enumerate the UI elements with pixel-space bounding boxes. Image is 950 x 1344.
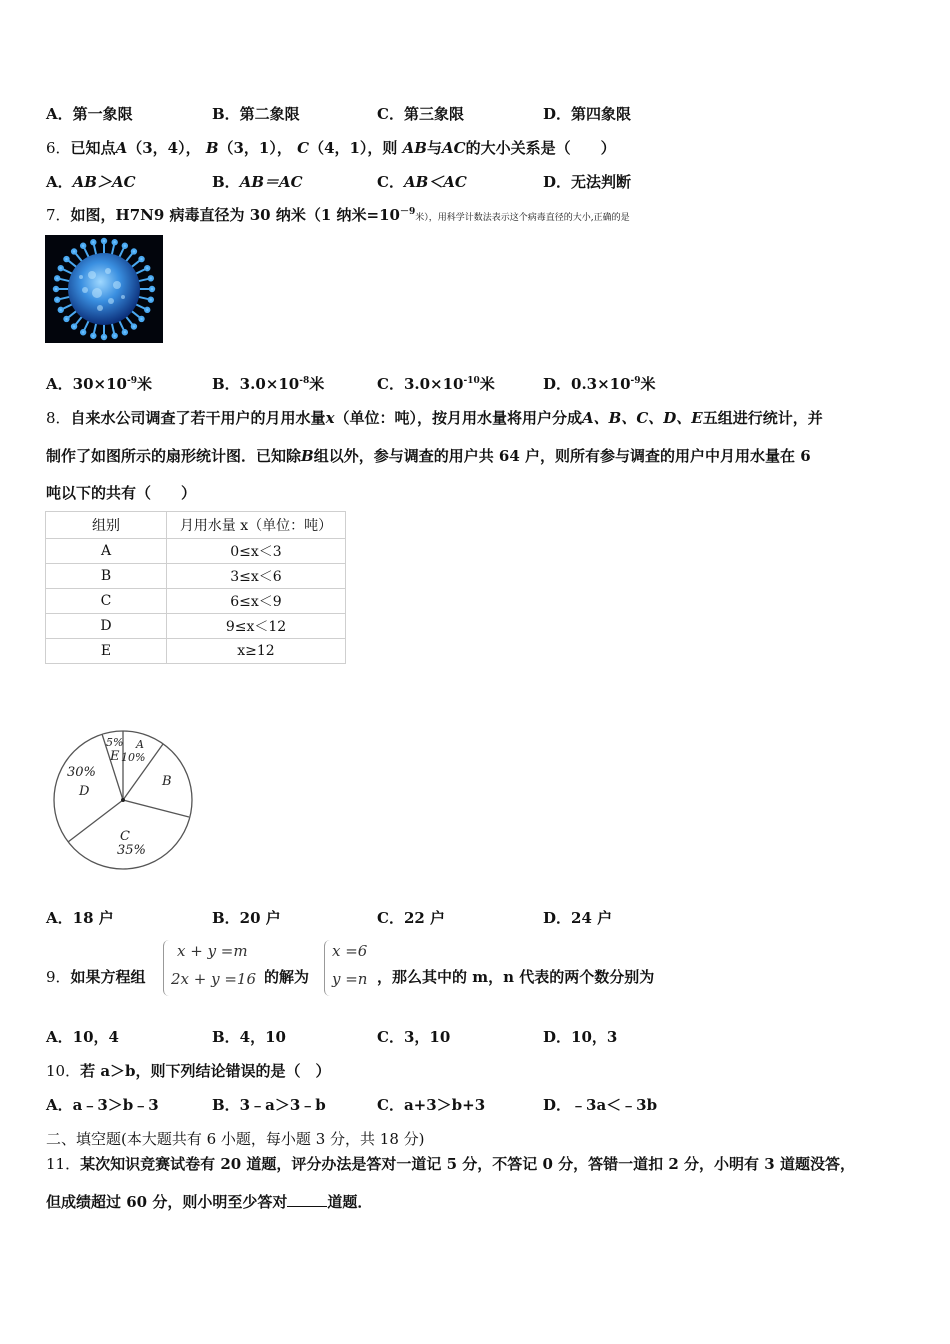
q6-options [46, 171, 906, 193]
q10-question [46, 1060, 331, 1081]
table-cell: D [46, 614, 167, 639]
q9-text-pre: 如果方程组 [70, 968, 146, 986]
q7-option-b[interactable]: B．$3.0\times 10^{-8}$米 [212, 375, 325, 393]
q9-solution-system [324, 940, 384, 996]
q8-text-2b: 组以外，参与调查的用户共 64 户，则所有参与调查的用户中月用水量在 6 [313, 447, 811, 465]
q6-text-tail: 的大小关系是（ ） [465, 139, 616, 157]
virus-spike-tip [54, 287, 58, 291]
virus-spike-tip [149, 297, 153, 301]
table-cell: E [46, 639, 167, 664]
table-row [46, 539, 346, 564]
q7-option-a[interactable]: A．$30\times 10^{-9}$米 [46, 375, 152, 393]
table-header-usage: 月用水量 x（单位：吨） [167, 512, 346, 539]
virus-spike-tip [81, 330, 85, 334]
q9-option-c[interactable]: C．3，10 [377, 1028, 451, 1046]
table-cell: 9≤x＜12 [167, 614, 346, 639]
q10-number: 10． [46, 1062, 81, 1080]
table-row [46, 564, 346, 589]
q8-option-d[interactable]: D．24 户 [543, 909, 613, 927]
q11-text-1: 某次知识竞赛试卷有 20 道题，评分办法是答对一道记 5 分，不答记 0 分，答错一道扣 2 分，小明有 3 道题没答， [80, 1155, 855, 1173]
q10-option-b[interactable]: B．3﹣a＞3﹣b [212, 1096, 326, 1114]
q7-option-c[interactable]: C．$3.0\times 10^{-10}$米 [377, 375, 495, 393]
table-cell: 3≤x＜6 [167, 564, 346, 589]
q9-equation-2: 2x + y =16 [171, 970, 257, 988]
q9-option-d[interactable]: D．10，3 [543, 1028, 618, 1046]
virus-spike-tip [55, 297, 59, 301]
virus-spike-tip [64, 317, 68, 321]
q5-options [46, 103, 906, 125]
virus-spike-tip [112, 240, 116, 244]
q5-option-a[interactable]: A．第一象限 [46, 105, 133, 123]
q10-option-d[interactable]: D．﹣3a＜﹣3b [543, 1096, 658, 1114]
pie-label-e: E [110, 749, 120, 764]
q10-text: 若 a＞b，则下列结论错误的是（ ） [80, 1062, 331, 1080]
virus-spike-tip [139, 257, 143, 261]
virus-spike-tip [132, 324, 136, 328]
table-cell: C [46, 589, 167, 614]
pie-chart [48, 728, 198, 874]
virus-image [45, 235, 163, 343]
pie-label-b: B [162, 774, 172, 789]
virus-spike-tip [112, 334, 116, 338]
q10-option-c[interactable]: C．a+3＞b+3 [377, 1096, 486, 1114]
pie-boundary-b-c [123, 800, 189, 817]
q8-options [46, 907, 906, 929]
section-2-heading: 二、填空题(本大题共有 6 小题，每小题 3 分，共 18 分) [46, 1130, 425, 1148]
q6-text-mid: 与 [427, 139, 443, 157]
q7-option-d[interactable]: D．$0.3\times 10^{-9}$米 [543, 375, 656, 393]
table-cell: A [46, 539, 167, 564]
q6-option-c[interactable]: C．AB＜AC [377, 173, 467, 191]
q7-text: 如图，H7N9 病毒直径为 30 纳米（1 纳米=10 [70, 206, 400, 224]
virus-spike-tip [55, 276, 59, 280]
virus-spike-tip [81, 244, 85, 248]
q10-option-a[interactable]: A．a﹣3＞b﹣3 [46, 1096, 159, 1114]
virus-spike-tip [145, 308, 149, 312]
virus-spike-tip [123, 244, 127, 248]
virus-spike-tip [150, 287, 154, 291]
q5-option-c[interactable]: C．第三象限 [377, 105, 464, 123]
pie-label-d: D [79, 784, 90, 799]
virus-spike-tip [59, 266, 63, 270]
virus-spike-tip [132, 249, 136, 253]
table-row [46, 614, 346, 639]
q10-options [46, 1094, 906, 1116]
virus-spike-tip [72, 249, 76, 253]
virus-spike-tip [102, 335, 106, 339]
q7-question [46, 204, 630, 225]
q9-text-post: ，那么其中的 m，n 代表的两个数分别为 [377, 968, 655, 986]
q6-text-1: 已知点 [70, 139, 116, 157]
table-cell: x≥12 [167, 639, 346, 664]
q9-option-a[interactable]: A．10，4 [46, 1028, 119, 1046]
q9-equation-1: x + y =m [177, 942, 248, 960]
q11-line-1 [46, 1153, 855, 1174]
pie-label-c: C [120, 829, 130, 844]
q6-seg-ac: AC [442, 139, 466, 157]
q8-text-1b: （单位：吨），按月用水量将用户分成 [334, 409, 583, 427]
q7-options [46, 373, 906, 395]
water-usage-table [45, 511, 346, 664]
q5-option-b[interactable]: B．第二象限 [212, 105, 300, 123]
q8-option-b[interactable]: B．20 户 [212, 909, 281, 927]
q9-solution-1: x =6 [332, 942, 368, 960]
table-row [46, 639, 346, 664]
q8-text-2a: 制作了如图所示的扇形统计图．已知除 [46, 447, 302, 465]
q6-point-c: C [297, 139, 310, 157]
q9-question [46, 966, 146, 987]
q11-text-2b: 道题． [327, 1193, 373, 1211]
q9-options [46, 1026, 906, 1048]
q9-option-b[interactable]: B．4，10 [212, 1028, 286, 1046]
q8-option-c[interactable]: C．22 户 [377, 909, 446, 927]
q6-coord-b: （3，1）， [218, 139, 292, 157]
virus-spike-tip [102, 239, 106, 243]
q7-number: 7． [46, 206, 71, 224]
q5-option-d[interactable]: D．第四象限 [543, 105, 632, 123]
pie-label-a-pct: 10% [121, 751, 146, 764]
virus-spike-tip [91, 334, 95, 338]
q9-number: 9． [46, 968, 71, 986]
q8-number: 8． [46, 409, 71, 427]
q9-text-mid: 的解为 [264, 968, 310, 986]
q9-solution-2: y =n [332, 970, 368, 988]
virus-spike-tip [149, 276, 153, 280]
q6-option-d[interactable]: D．无法判断 [543, 173, 632, 191]
q8-line-3: 吨以下的共有（ ） [46, 484, 197, 502]
q8-text-1c: 五组进行统计，并 [702, 409, 823, 427]
virus-spike-tip [123, 330, 127, 334]
pie-label-e-pct: 5% [106, 736, 124, 749]
virus-spike-tip [139, 317, 143, 321]
q11-text-2a: 但成绩超过 60 分，则小明至少答对 [46, 1193, 288, 1211]
pie-label-c-pct: 35% [117, 843, 146, 858]
q6-question [46, 137, 616, 158]
q8-groups: A、B、C、D、E [582, 409, 703, 427]
virus-spike-tip [72, 324, 76, 328]
q8-option-a[interactable]: A．18 户 [46, 909, 114, 927]
q7-exponent: －9 [399, 207, 416, 217]
table-cell: B [46, 564, 167, 589]
pie-label-a: A [136, 738, 144, 751]
q8-var-x: x [325, 409, 335, 427]
q7-text-small: 米），用科学计数法表示这个病毒直径的大小,正确的是 [415, 213, 630, 223]
q8-group-b: B [301, 447, 314, 465]
virus-spike-tip [64, 257, 68, 261]
q6-number: 6． [46, 139, 71, 157]
table-cell: 6≤x＜9 [167, 589, 346, 614]
q8-line-2 [46, 445, 811, 466]
pie-center [121, 798, 125, 802]
pie-boundary-c-d [68, 800, 123, 842]
q9-equation-system [163, 940, 263, 996]
q8-text-1: 自来水公司调查了若干用户的月用水量 [70, 409, 326, 427]
q11-answer-blank[interactable] [287, 1192, 327, 1207]
table-row [46, 589, 346, 614]
virus-spike-tip [59, 308, 63, 312]
q6-point-b: B [205, 139, 219, 157]
q6-coord-a: （3，4）， [127, 139, 201, 157]
virus-spike-tip [91, 240, 95, 244]
virus-spike-tip [145, 266, 149, 270]
table-header-row [46, 512, 346, 539]
q6-point-a: A [115, 139, 128, 157]
q11-line-2 [46, 1191, 372, 1212]
q11-number: 11． [46, 1155, 81, 1173]
q6-seg-ab: AB [402, 139, 427, 157]
q8-line-1 [46, 407, 823, 428]
q6-option-b[interactable]: B．AB＝AC [212, 173, 303, 191]
table-cell: 0≤x＜3 [167, 539, 346, 564]
pie-label-d-pct: 30% [67, 765, 96, 780]
table-header-group: 组别 [46, 512, 167, 539]
q6-option-a[interactable]: A．AB＞AC [46, 173, 136, 191]
q6-coord-c: （4，1），则 [309, 139, 398, 157]
